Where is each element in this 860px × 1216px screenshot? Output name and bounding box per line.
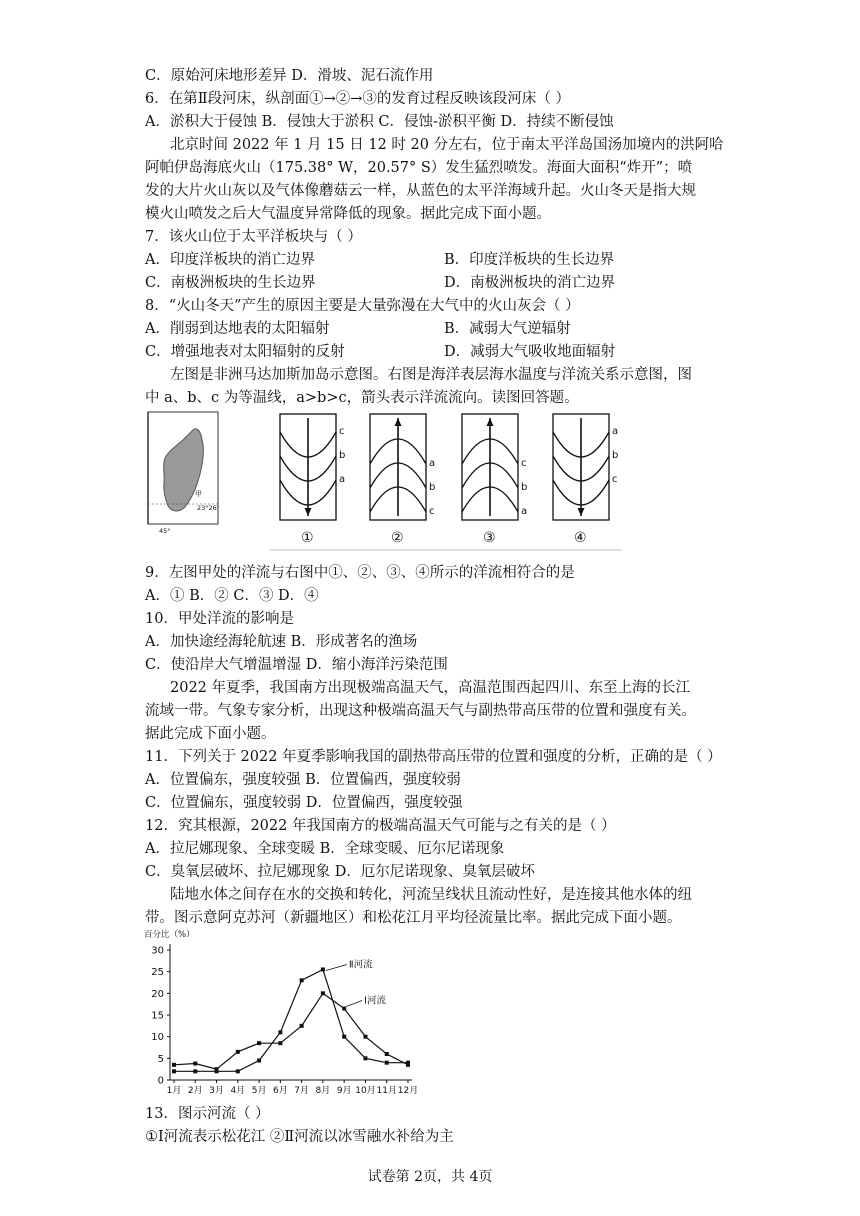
q9-options: A．① B．② C．③ D．④ [145, 588, 319, 604]
label-tropic: 23°26′ [197, 504, 219, 512]
y-tick-label: 10 [151, 1032, 164, 1044]
series-point [172, 1069, 176, 1073]
series-point [385, 1061, 389, 1065]
panel-number: ③ [483, 530, 496, 546]
q7-option-b: B．印度洋板块的生长边界 [444, 252, 615, 268]
series-point [300, 1024, 304, 1028]
series-point [321, 991, 325, 995]
q7-option-a: A．印度洋板块的消亡边界 [145, 252, 315, 268]
series-point [278, 1041, 282, 1045]
passage-volcano-4: 模火山喷发之后大气温度异常降低的现象。据此完成下面小题。 [145, 206, 551, 222]
q6-options: A．淤积大于侵蚀 B．侵蚀大于淤积 C．侵蚀-淤积平衡 D．持续不断侵蚀 [145, 114, 614, 130]
panel-number: ④ [574, 530, 587, 546]
y-tick-label: 15 [151, 1010, 164, 1022]
passage-volcano-3: 发的大片火山灰以及气体像蘑菇云一样，从蓝色的太平洋海域升起。火山冬天是指大规 [145, 183, 696, 199]
y-tick-label: 5 [157, 1053, 164, 1065]
q10-options-cd: C．使沿岸大气增温增湿 D．缩小海洋污染范围 [145, 657, 448, 673]
madagascar-island [164, 429, 204, 511]
isotherm-label: b [521, 482, 528, 493]
panel-number: ② [391, 530, 404, 546]
current-arrow-head [305, 508, 312, 516]
q7-option-c: C．南极洲板块的生长边界 [145, 275, 316, 291]
series-point [321, 968, 325, 972]
madagascar-map [145, 410, 220, 535]
y-tick-label: 25 [151, 967, 164, 979]
x-tick-label: 10月 [355, 1086, 376, 1096]
passage-heat-1: 2022 年夏季，我国南方出现极端高温天气，高温范围西起四川、东至上海的长江 [170, 680, 691, 696]
isotherm-label: b [339, 450, 346, 461]
q10-options-ab: A．加快途经海轮航速 B．形成著名的渔场 [145, 634, 418, 650]
passage-heat-2: 流域一带。气象专家分析，出现这种极端高温天气与副热带高压带的位置和强度有关。 [145, 703, 696, 719]
series-line-1 [174, 970, 408, 1072]
q12-options-cd: C．臭氧层破坏、拉尼娜现象 D．厄尔尼诺现象、臭氧层破坏 [145, 864, 535, 880]
q6-stem: 6．在第Ⅱ段河床，纵剖面①→②→③的发育过程反映该段河床（ ） [145, 91, 570, 107]
series-point [278, 1030, 282, 1034]
q5-option-cd: C．原始河床地形差异 D．滑坡、泥石流作用 [145, 68, 434, 84]
series-point [406, 1063, 410, 1067]
series-label-i: Ⅰ河流 [364, 995, 386, 1007]
series-point [342, 1035, 346, 1039]
isotherm-label: b [612, 450, 619, 461]
q13-stem: 13．图示河流（ ） [145, 1106, 270, 1122]
q8-option-c: C．增强地表对太阳辐射的反射 [145, 344, 345, 360]
x-tick-label: 7月 [294, 1086, 310, 1096]
passage-river-2: 带。图示意阿克苏河（新疆地区）和松花江月平均径流量比率。据此完成下面小题。 [145, 910, 682, 926]
q11-options-ab: A．位置偏东，强度较强 B．位置偏西，强度较弱 [145, 772, 461, 788]
q9-stem: 9．左图甲处的洋流与右图中①、②、③、④所示的洋流相符合的是 [145, 565, 575, 581]
x-tick-label: 9月 [336, 1086, 352, 1096]
series-point [172, 1063, 176, 1067]
x-tick-label: 4月 [230, 1086, 246, 1096]
current-panel-2 [370, 414, 435, 546]
y-axis-label: 百分比（%） [144, 930, 195, 940]
label-jia: 甲 [195, 490, 202, 498]
q8-option-a: A．削弱到达地表的太阳辐射 [145, 321, 330, 337]
passage-volcano-2: 阿帕伊岛海底火山（175.38° W，20.57° S）发生猛烈喷发。海面大面积“炸开”；喷 [145, 160, 693, 176]
current-panel-3 [462, 414, 527, 546]
label-longitude: 45° [159, 527, 171, 535]
x-tick-label: 2月 [187, 1086, 203, 1096]
x-tick-label: 1月 [166, 1086, 182, 1096]
isotherm-label: a [429, 458, 436, 469]
x-tick-label: 11月 [376, 1086, 397, 1096]
series-point [193, 1062, 197, 1066]
isotherm-label: c [429, 506, 435, 517]
q11-stem: 11．下列关于 2022 年夏季影响我国的副热带高压带的位置和强度的分析，正确的是（ ） [145, 749, 722, 765]
isotherm-label: a [521, 506, 528, 517]
q10-stem: 10．甲处洋流的影响是 [145, 611, 294, 627]
y-tick-label: 20 [151, 988, 164, 1000]
isotherm-label: a [612, 426, 619, 437]
x-tick-label: 5月 [251, 1086, 267, 1096]
series-point [236, 1050, 240, 1054]
y-tick-label: 0 [157, 1075, 164, 1087]
y-tick-label: 30 [151, 945, 164, 957]
series-point [215, 1067, 219, 1071]
q13-statements: ①Ⅰ河流表示松花江 ②Ⅱ河流以冰雪融水补给为主 [145, 1129, 454, 1145]
q8-stem: 8．“火山冬天”产生的原因主要是大量弥漫在大气中的火山灰会（ ） [145, 298, 580, 314]
passage-current-1: 左图是非洲马达加斯加岛示意图。右图是海洋表层海水温度与洋流关系示意图，图 [170, 367, 692, 383]
panel-number: ① [301, 530, 314, 546]
series-point [236, 1069, 240, 1073]
q7-option-d: D．南极洲板块的消亡边界 [444, 275, 616, 291]
passage-heat-3: 据此完成下面小题。 [145, 726, 276, 742]
ocean-current-diagrams [270, 408, 630, 553]
q7-stem: 7．该火山位于太平洋板块与（ ） [145, 229, 362, 245]
x-tick-label: 8月 [315, 1086, 331, 1096]
q8-option-d: D．减弱大气吸收地面辐射 [444, 344, 616, 360]
page-footer: 试卷第 2页，共 4页 [367, 1169, 493, 1185]
series-point [363, 1056, 367, 1060]
current-arrow-head [487, 418, 494, 426]
series-point [257, 1059, 261, 1063]
x-tick-label: 3月 [209, 1086, 224, 1096]
q8-option-b: B．减弱大气逆辐射 [444, 321, 571, 337]
series-point [342, 1007, 346, 1011]
isotherm-label: c [521, 458, 527, 469]
current-panel-4 [553, 414, 618, 546]
q12-stem: 12．究其根源，2022 年我国南方的极端高温天气可能与之有关的是（ ） [145, 818, 616, 834]
passage-river-1: 陆地水体之间存在水的交换和转化，河流呈线状且流动性好，是连接其他水体的纽 [170, 887, 692, 903]
current-arrow-head [395, 418, 402, 426]
series-point [193, 1069, 197, 1073]
isotherm-label: c [339, 426, 345, 437]
series-point [363, 1035, 367, 1039]
series-leader [346, 1001, 362, 1007]
isotherm-label: a [339, 474, 346, 485]
series-point [300, 978, 304, 982]
current-panel-1 [280, 414, 345, 546]
isotherm-label: c [612, 474, 618, 485]
q12-options-ab: A．拉尼娜现象、全球变暖 B．全球变暖、厄尔尼诺现象 [145, 841, 505, 857]
series-point [385, 1052, 389, 1056]
q11-options-cd: C．位置偏东，强度较弱 D．位置偏西，强度较强 [145, 795, 463, 811]
series-label-ii: Ⅱ河流 [348, 959, 373, 971]
current-arrow-head [578, 508, 585, 516]
series-leader [326, 965, 347, 971]
runoff-chart [140, 926, 420, 1098]
isotherm-label: b [429, 482, 436, 493]
x-tick-label: 6月 [272, 1086, 288, 1096]
series-point [257, 1041, 261, 1045]
x-tick-label: 12月 [397, 1086, 419, 1096]
passage-current-2: 中 a、b、c 为等温线，a>b>c，箭头表示洋流流向。读图回答题。 [145, 390, 579, 406]
passage-volcano-1: 北京时间 2022 年 1 月 15 日 12 时 20 分左右，位于南太平洋岛国汤加境内的洪阿哈 [170, 137, 724, 153]
